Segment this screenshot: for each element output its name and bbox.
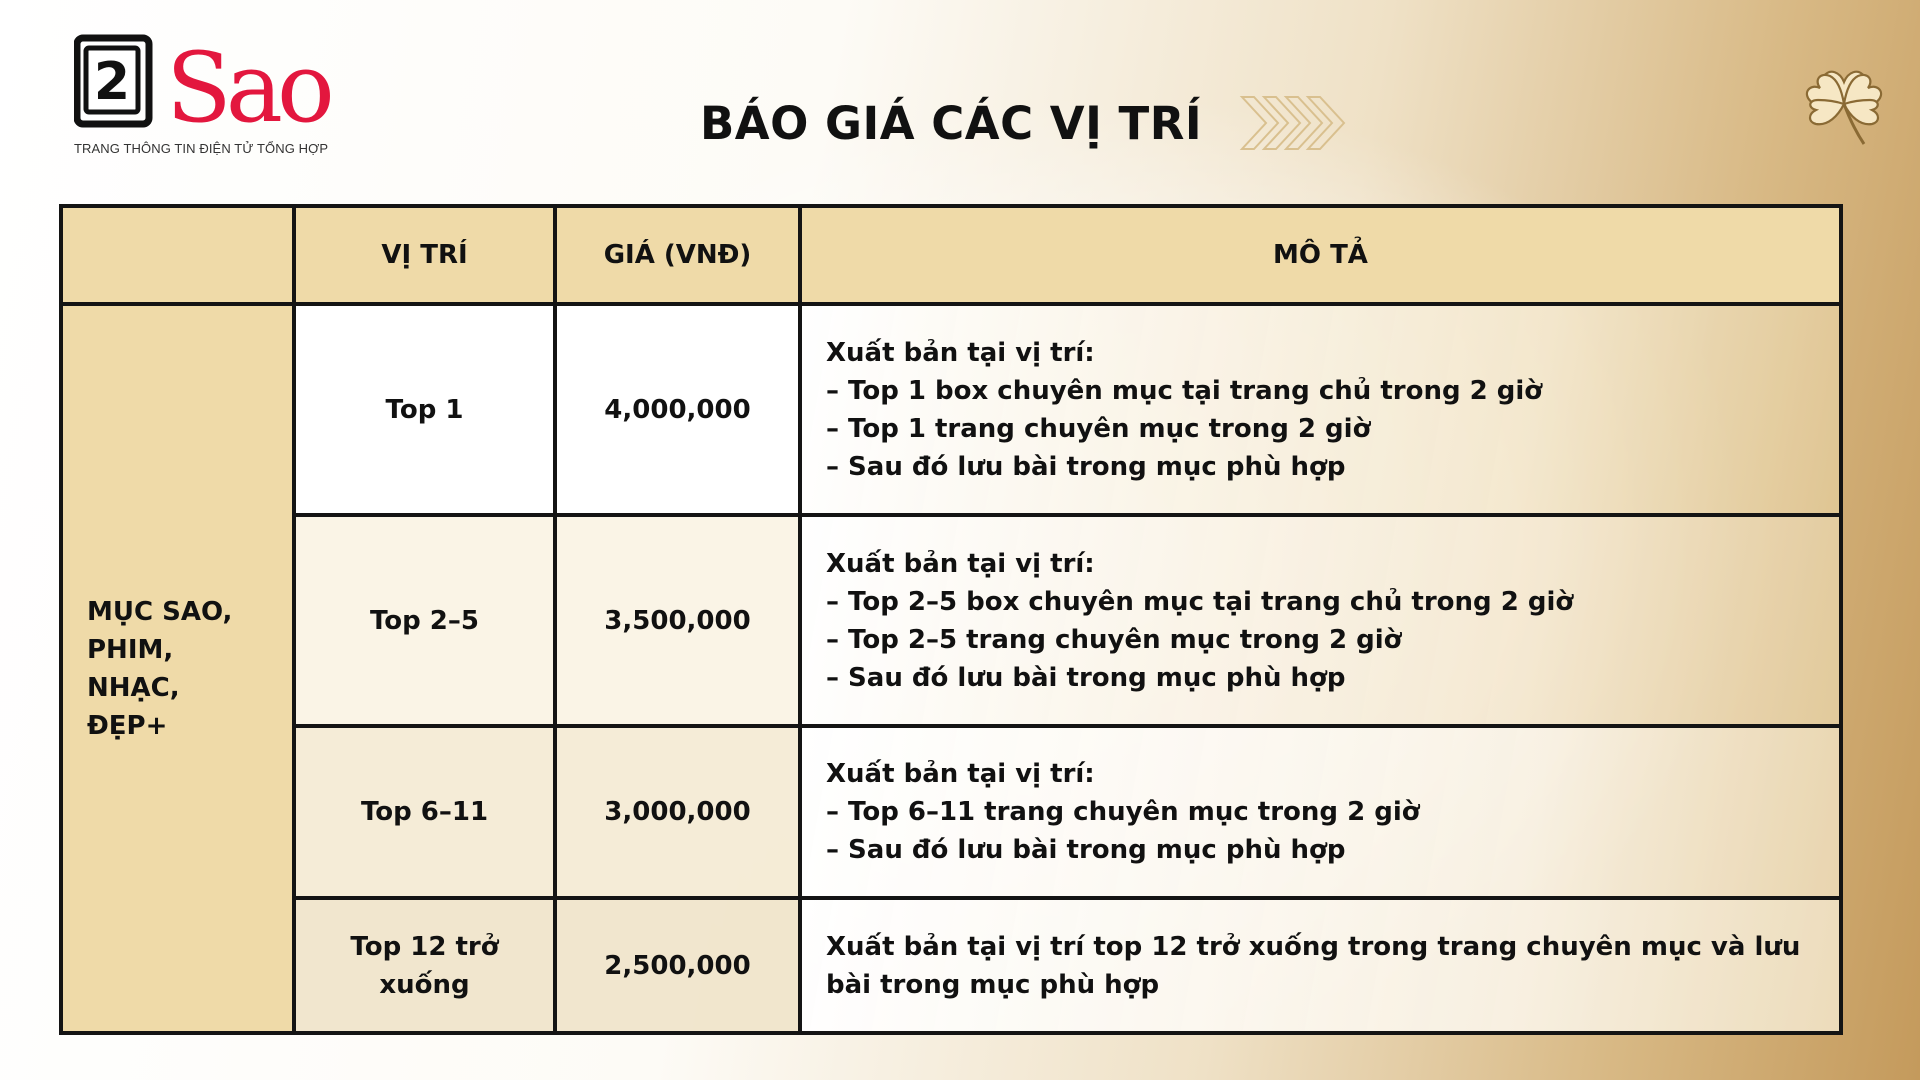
pricing-table-container xyxy=(59,204,1839,1033)
position-cell xyxy=(294,898,555,1033)
section-label-line: ĐẸP+ xyxy=(87,710,168,741)
section-label xyxy=(61,304,294,1033)
description-line: – Sau đó lưu bài trong mục phù hợp xyxy=(826,662,1346,693)
price-cell: 3,500,000 xyxy=(555,515,800,726)
site-logo xyxy=(74,18,344,163)
table-row xyxy=(61,726,1841,898)
clover-icon xyxy=(1798,64,1892,148)
description-line: Xuất bản tại vị trí: xyxy=(826,337,1095,368)
description-cell xyxy=(800,304,1841,515)
description-cell xyxy=(800,515,1841,726)
table-header-row xyxy=(61,206,1841,304)
position-cell: Top 1 xyxy=(294,304,555,515)
description-line: Xuất bản tại vị trí: xyxy=(826,759,1095,789)
section-label-line: PHIM, xyxy=(87,634,174,665)
section-label-line: NHẠC, xyxy=(87,672,180,703)
description-line: – Top 1 box chuyên mục tại trang chủ trong 2 giờ xyxy=(826,375,1543,406)
logo-mark xyxy=(74,18,344,138)
page-header xyxy=(700,88,1354,158)
description-line: – Sau đó lưu bài trong mục phù hợp xyxy=(826,835,1346,865)
position-cell: Top 6–11 xyxy=(294,726,555,898)
pricing-table xyxy=(59,204,1843,1035)
section-label-line: MỤC SAO, xyxy=(87,596,233,627)
description-line: – Top 2–5 box chuyên mục tại trang chủ trong 2 giờ xyxy=(826,586,1574,617)
logo-tagline: TRANG THÔNG TIN ĐIỆN TỬ TỔNG HỢP xyxy=(74,141,329,156)
position-cell: Top 2–5 xyxy=(294,515,555,726)
table-row xyxy=(61,898,1841,1033)
table-row xyxy=(61,515,1841,726)
position-line: Top 12 trở xyxy=(350,931,499,962)
description-line: – Top 2–5 trang chuyên mục trong 2 giờ xyxy=(826,624,1402,655)
description-cell xyxy=(800,898,1841,1033)
header-position: VỊ TRÍ xyxy=(294,206,555,304)
description-line: – Top 6–11 trang chuyên mục trong 2 giờ xyxy=(826,797,1420,827)
logo-wordmark: Sao xyxy=(166,32,329,138)
price-cell: 3,000,000 xyxy=(555,726,800,898)
price-cell: 2,500,000 xyxy=(555,898,800,1033)
page-title: BÁO GIÁ CÁC VỊ TRÍ xyxy=(700,96,1203,150)
position-line: xuống xyxy=(379,969,470,1000)
description-cell xyxy=(800,726,1841,898)
description-line: Xuất bản tại vị trí top 12 trở xuống trong trang chuyên mục và lưu bài trong mục phù hợp xyxy=(826,931,1801,1000)
table-row xyxy=(61,304,1841,515)
header-section xyxy=(61,206,294,304)
header-description: MÔ TẢ xyxy=(800,206,1841,304)
description-line: Xuất bản tại vị trí: xyxy=(826,548,1095,579)
description-line: – Top 1 trang chuyên mục trong 2 giờ xyxy=(826,413,1371,444)
header-price: GIÁ (VNĐ) xyxy=(555,206,800,304)
logo-number: 2 xyxy=(93,52,131,112)
chevrons-decoration-icon xyxy=(1238,91,1354,155)
price-cell: 4,000,000 xyxy=(555,304,800,515)
description-line: – Sau đó lưu bài trong mục phù hợp xyxy=(826,451,1346,482)
